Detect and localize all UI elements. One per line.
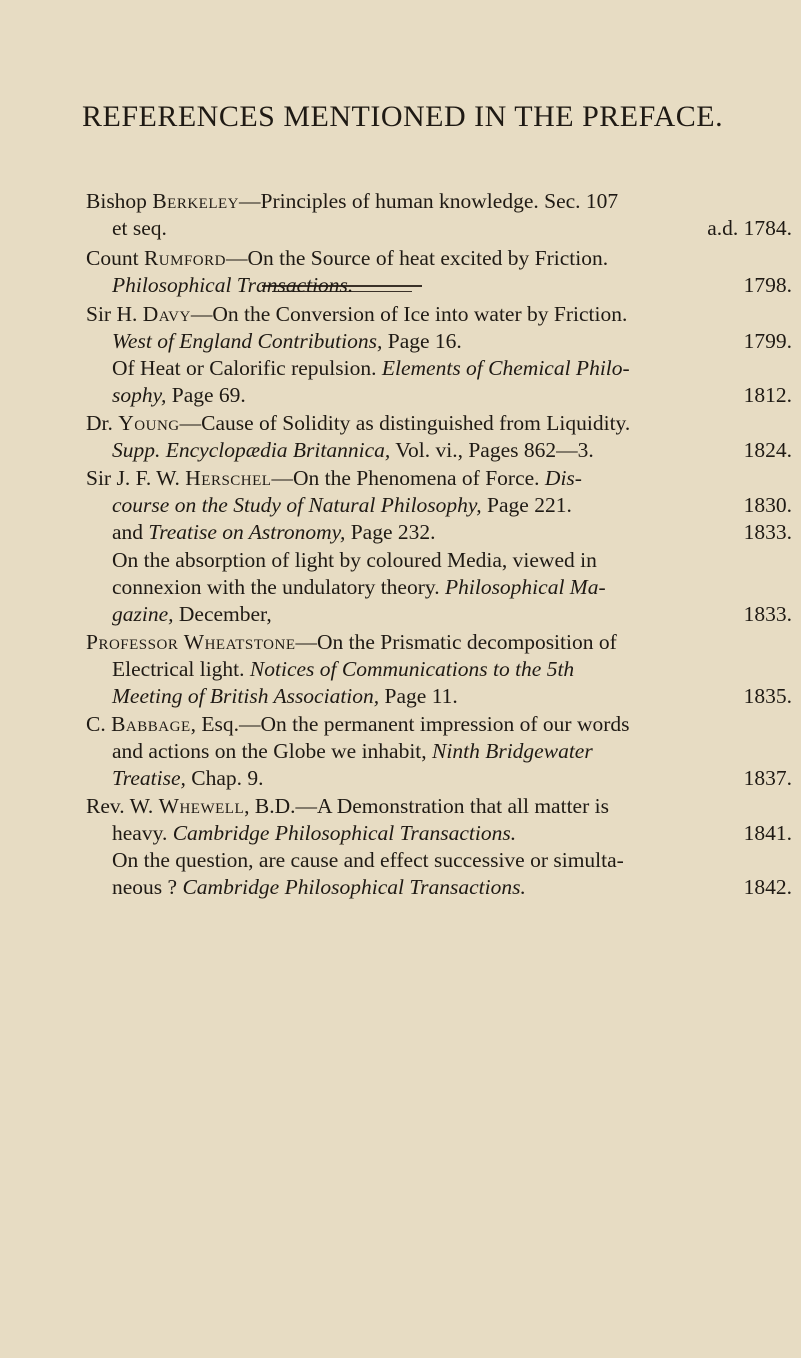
reference-line: Sir J. F. W. Herschel—On the Phenomena of Force. Dis- [86,466,582,490]
reference-line: gazine, December, 1833. [112,602,792,626]
reference-line: Treatise, Chap. 9. 1837. [112,766,792,790]
reference-line: et seq. a.d. 1784. [112,216,792,240]
page-title: REFERENCES MENTIONED IN THE PREFACE. [82,100,724,133]
reference-line: Dr. Young—Cause of Solidity as distinguished from Liquidity. [86,411,631,435]
reference-line: Meeting of British Association, Page 11. 1835. [112,684,792,708]
reference-line: Of Heat or Calorific repulsion. Elements of Chemical Philo- [112,356,630,380]
reference-line: Electrical light. Notices of Communications to the 5th [112,657,575,681]
reference-line: West of England Contributions, Page 16. 1799. [112,329,792,353]
reference-line: and Treatise on Astronomy, Page 232. 1833. [112,520,792,544]
reference-line: Rev. W. Whewell, B.D.—A Demonstration that all matter is [86,794,609,818]
reference-line: C. Babbage, Esq.—On the permanent impression of our words [86,712,630,736]
reference-line: Supp. Encyclopædia Britannica, Vol. vi., Pages 862—3. 1824. [112,438,792,462]
reference-line: connexion with the undulatory theory. Philosophical Ma- [112,575,606,599]
reference-line: course on the Study of Natural Philosophy, Page 221. 1830. [112,493,792,517]
reference-line: heavy. Cambridge Philosophical Transactions. 1841. [112,821,792,845]
reference-line: On the question, are cause and effect successive or simulta- [112,848,624,872]
reference-line: Philosophical Transactions. 1798. [112,273,792,297]
reference-line: neous ? Cambridge Philosophical Transactions. 1842. [112,875,792,899]
reference-line: Sir H. Davy—On the Conversion of Ice into water by Friction. [86,302,628,326]
reference-line: and actions on the Globe we inhabit, Ninth Bridgewater [112,739,593,763]
reference-line: sophy, Page 69. 1812. [112,383,792,407]
reference-line: On the absorption of light by coloured Media, viewed in [112,548,597,572]
reference-line: Bishop Berkeley—Principles of human knowledge. Sec. 107 [86,189,619,213]
reference-line: Professor Wheatstone—On the Prismatic decomposition of [86,630,617,654]
reference-line: Count Rumford—On the Source of heat excited by Friction. [86,246,609,270]
